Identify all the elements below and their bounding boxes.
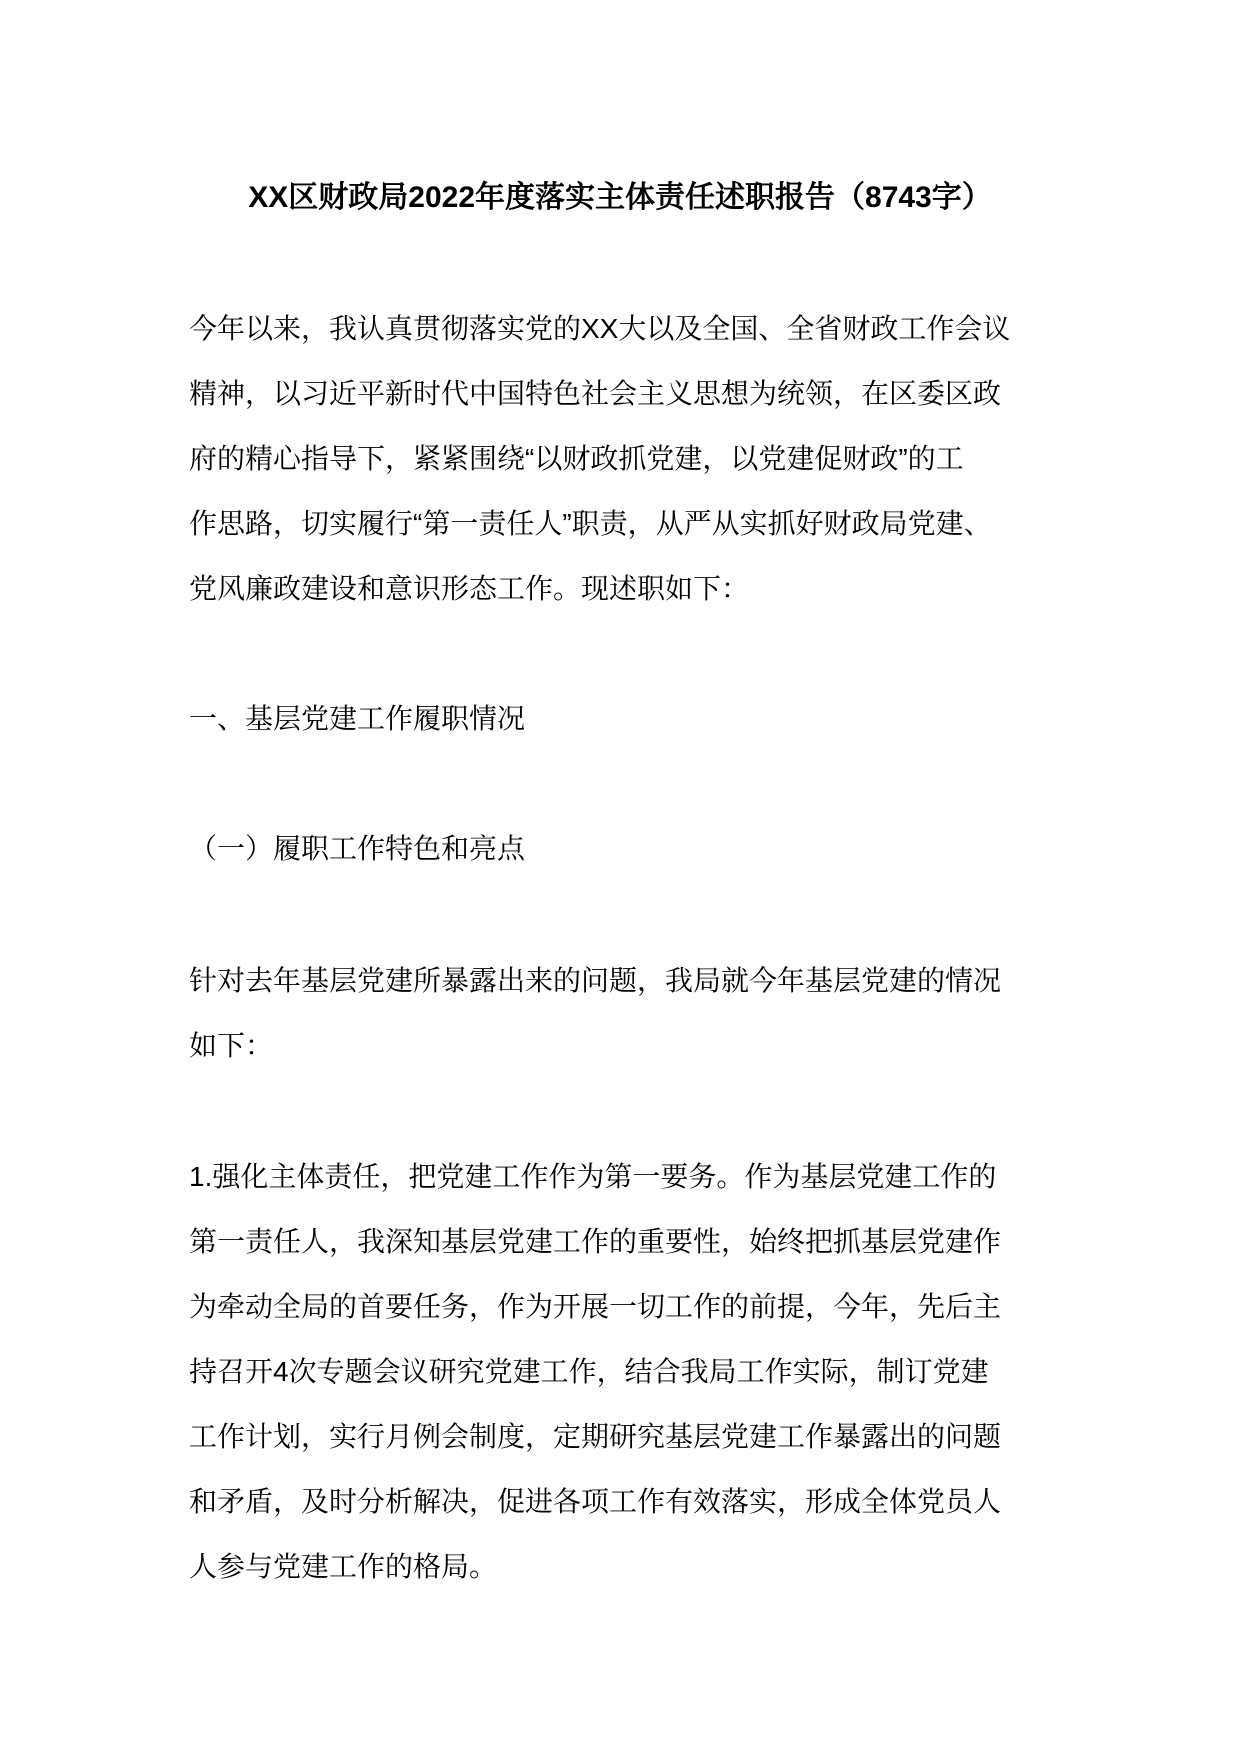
paragraph-line: 作思路，切实履行“第一责任人”职责，从严从实抓好财政局党建、 bbox=[189, 508, 992, 539]
paragraph-line: 针对去年基层党建所暴露出来的问题，我局就今年基层党建的情况 bbox=[189, 965, 1002, 996]
document-title: XX区财政局2022年度落实主体责任述职报告（8743字） bbox=[248, 181, 992, 214]
paragraph-line: 今年以来，我认真贯彻落实党的XX大以及全国、全省财政工作会议 bbox=[189, 313, 1011, 344]
section-heading-line: 一、基层党建工作履职情况 bbox=[189, 703, 526, 734]
paragraph-line: 为牵动全局的首要任务，作为开展一切工作的前提，今年，先后主 bbox=[189, 1291, 1002, 1322]
paragraph-line: 第一责任人，我深知基层党建工作的重要性，始终把抓基层党建作 bbox=[189, 1226, 1002, 1257]
paragraph-line: 人参与党建工作的格局。 bbox=[189, 1551, 498, 1582]
paragraph-line: 精神，以习近平新时代中国特色社会主义思想为统领，在区委区政 bbox=[189, 378, 1002, 409]
paragraph-line: 和矛盾，及时分析解决，促进各项工作有效落实，形成全体党员人 bbox=[189, 1486, 1002, 1517]
paragraph-line: 如下： bbox=[189, 1030, 274, 1061]
paragraph-line: 府的精心指导下，紧紧围绕“以财政抓党建，以党建促财政”的工 bbox=[189, 443, 964, 474]
paragraph-line: 工作计划，实行月例会制度，定期研究基层党建工作暴露出的问题 bbox=[189, 1421, 1002, 1452]
paragraph-line: 党风廉政建设和意识形态工作。现述职如下： bbox=[189, 573, 750, 604]
section-heading-line: （一）履职工作特色和亮点 bbox=[189, 833, 526, 864]
paragraph-line: 持召开4次专题会议研究党建工作，结合我局工作实际，制订党建 bbox=[189, 1356, 989, 1387]
paragraph-line: 1.强化主体责任，把党建工作作为第一要务。作为基层党建工作的 bbox=[189, 1161, 997, 1192]
